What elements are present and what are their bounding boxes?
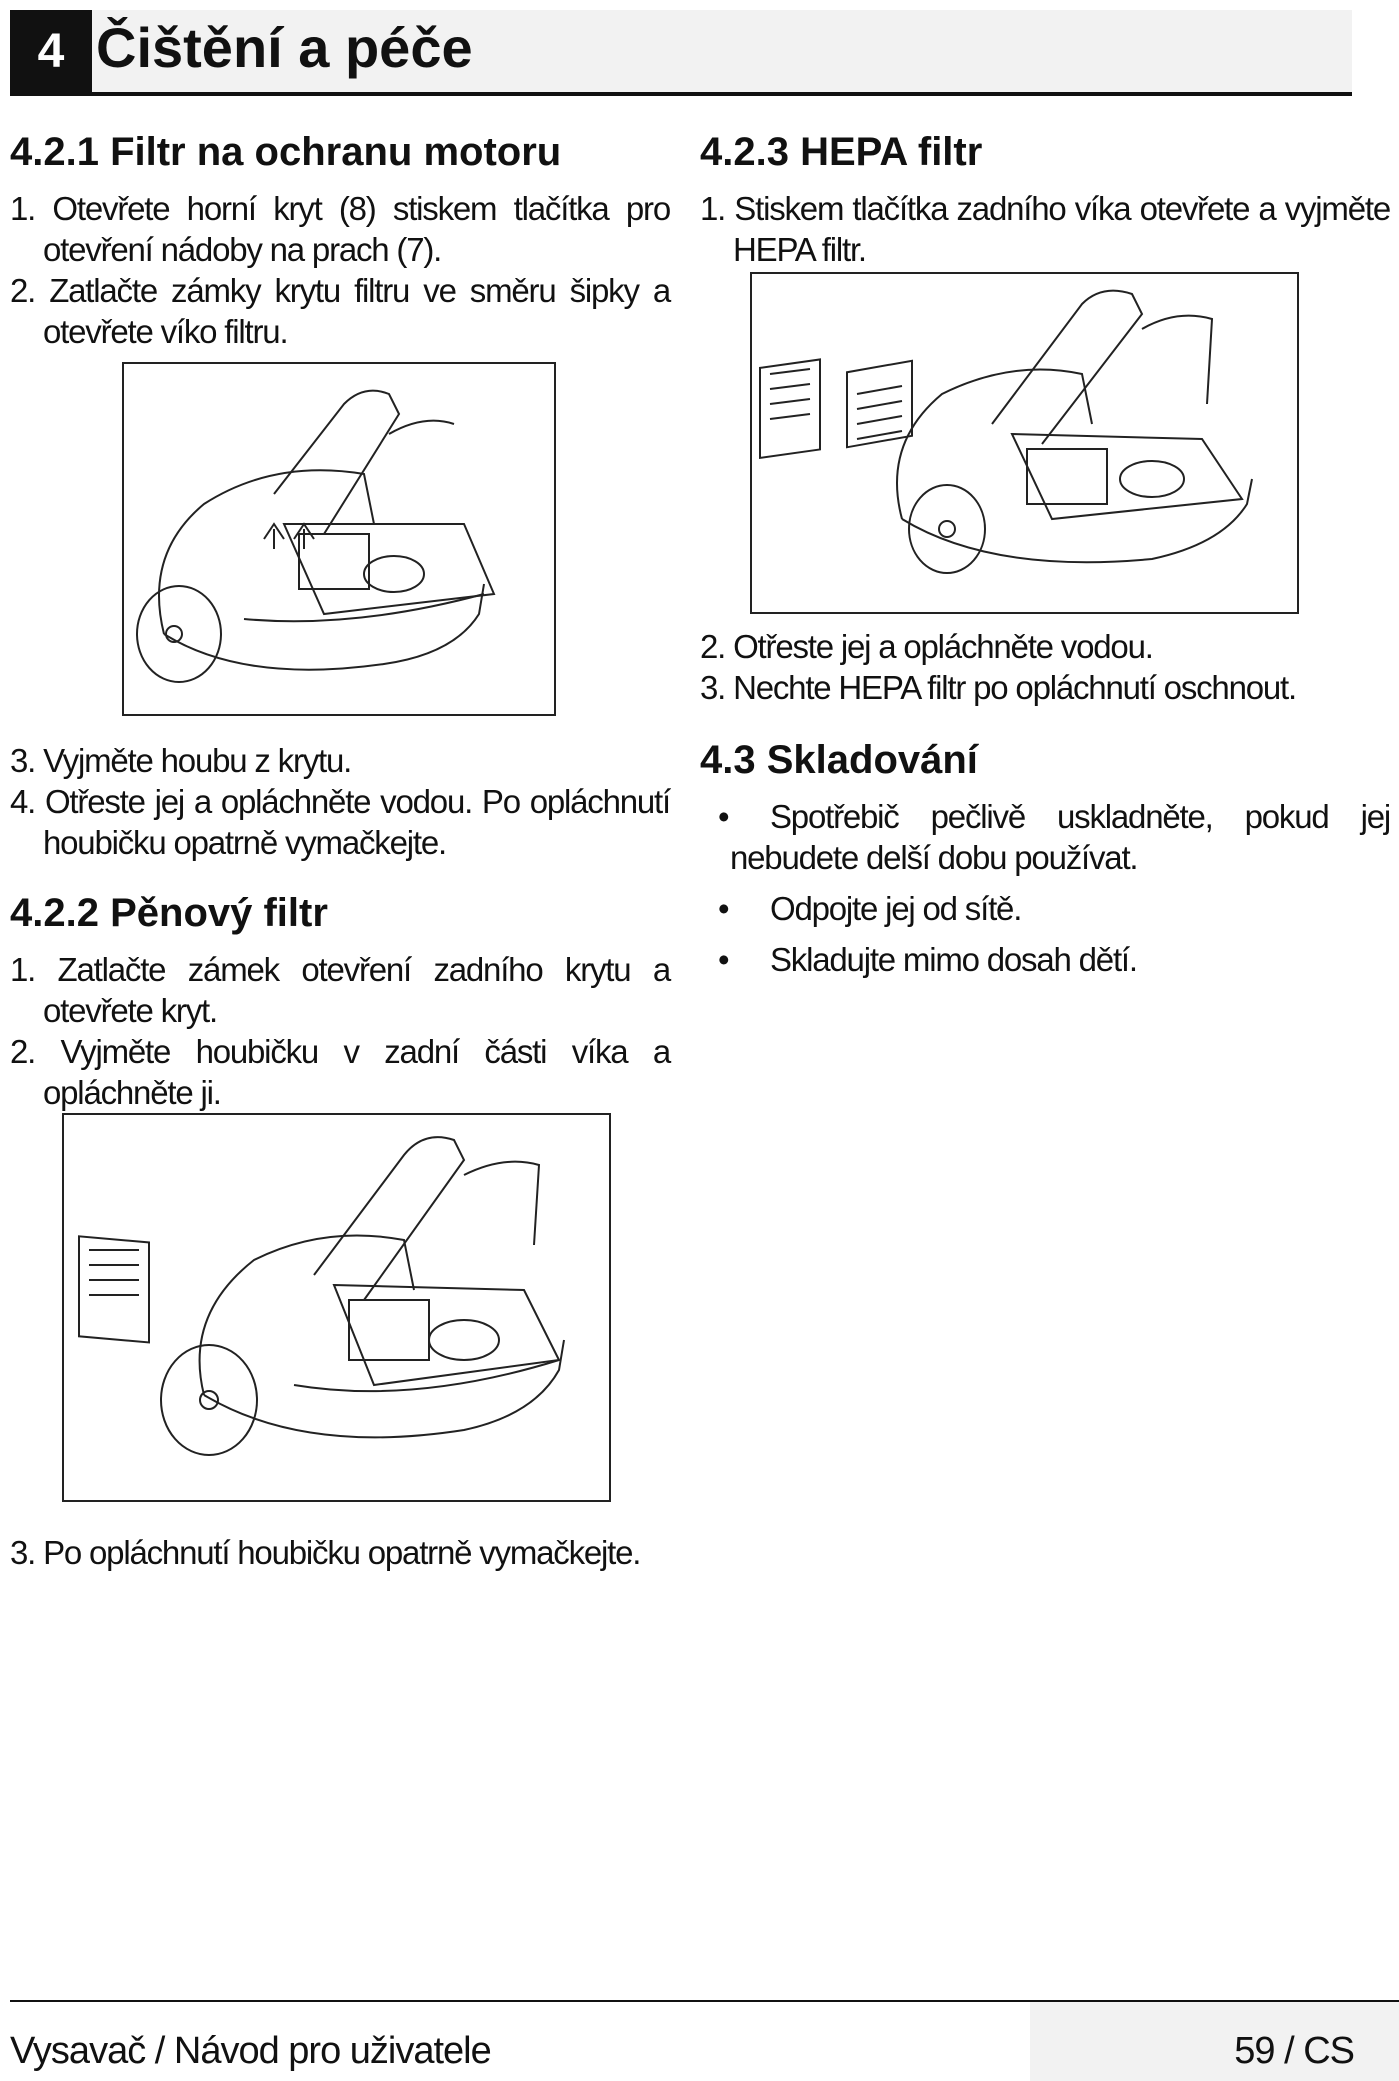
section-4-2-3-steps-a bbox=[700, 188, 1390, 270]
bullet-item bbox=[700, 888, 1390, 929]
section-4-2-2-steps-a bbox=[10, 949, 670, 1113]
step-item: 1. Stiskem tlačítka zadního víka otevřete a vyjměte HEPA filtr. bbox=[700, 190, 1390, 268]
section-4-2-3-steps-b bbox=[700, 626, 1390, 708]
bullet-text: Odpojte jej od sítě. bbox=[770, 890, 1022, 927]
step-item: 3. Vyjměte houbu z krytu. bbox=[10, 742, 352, 779]
chapter-title: Čištění a péče bbox=[96, 16, 473, 79]
section-4-2-2-steps-b bbox=[10, 1532, 670, 1573]
step-item: 2. Otřeste jej a opláchněte vodou. bbox=[700, 628, 1153, 665]
bullet-dot: • bbox=[718, 941, 729, 978]
chapter-header bbox=[10, 10, 1352, 96]
step-item: 1. Otevřete horní kryt (8) stiskem tlačítka pro otevření nádoby na prach (7). bbox=[10, 190, 670, 268]
bullet-text: Spotřebič pečlivě uskladněte, pokud jej nebudete delší dobu používat. bbox=[730, 798, 1390, 876]
left-column bbox=[10, 130, 670, 1573]
footer-page-number: 59 / CS bbox=[1234, 2030, 1354, 2072]
bullet-dot: • bbox=[718, 890, 729, 927]
footer-document-title: Vysavač / Návod pro uživatele bbox=[10, 2030, 491, 2072]
step-item: 3. Po opláchnutí houbičku opatrně vymačkejte. bbox=[10, 1534, 641, 1571]
section-4-2-1-steps-b bbox=[10, 740, 670, 863]
storage-bullets bbox=[700, 796, 1390, 980]
chapter-number: 4 bbox=[10, 10, 92, 92]
foam-filter-illustration bbox=[62, 1113, 611, 1502]
section-4-3-title: 4.3 Skladování bbox=[700, 738, 978, 782]
motor-filter-illustration bbox=[122, 362, 556, 716]
section-4-2-3-title: 4.2.3 HEPA filtr bbox=[700, 130, 983, 174]
step-item: 4. Otřeste jej a opláchněte vodou. Po opláchnutí houbičku opatrně vymačkejte. bbox=[10, 783, 670, 861]
step-item: 3. Nechte HEPA filtr po opláchnutí oschnout. bbox=[700, 669, 1296, 706]
hepa-filter-illustration bbox=[750, 272, 1299, 614]
section-4-2-1-title: 4.2.1 Filtr na ochranu motoru bbox=[10, 130, 562, 174]
step-item: 1. Zatlačte zámek otevření zadního krytu a otevřete kryt. bbox=[10, 951, 670, 1029]
section-4-2-1-steps-a bbox=[10, 188, 670, 352]
right-column bbox=[700, 130, 1390, 990]
step-item: 2. Zatlačte zámky krytu filtru ve směru šipky a otevřete víko filtru. bbox=[10, 272, 670, 350]
bullet-dot: • bbox=[718, 798, 729, 835]
bullet-item bbox=[700, 939, 1390, 980]
bullet-item bbox=[700, 796, 1390, 878]
step-item: 2. Vyjměte houbičku v zadní části víka a opláchněte ji. bbox=[10, 1033, 670, 1111]
bullet-text: Skladujte mimo dosah dětí. bbox=[770, 941, 1137, 978]
section-4-2-2-title: 4.2.2 Pěnový filtr bbox=[10, 891, 328, 935]
